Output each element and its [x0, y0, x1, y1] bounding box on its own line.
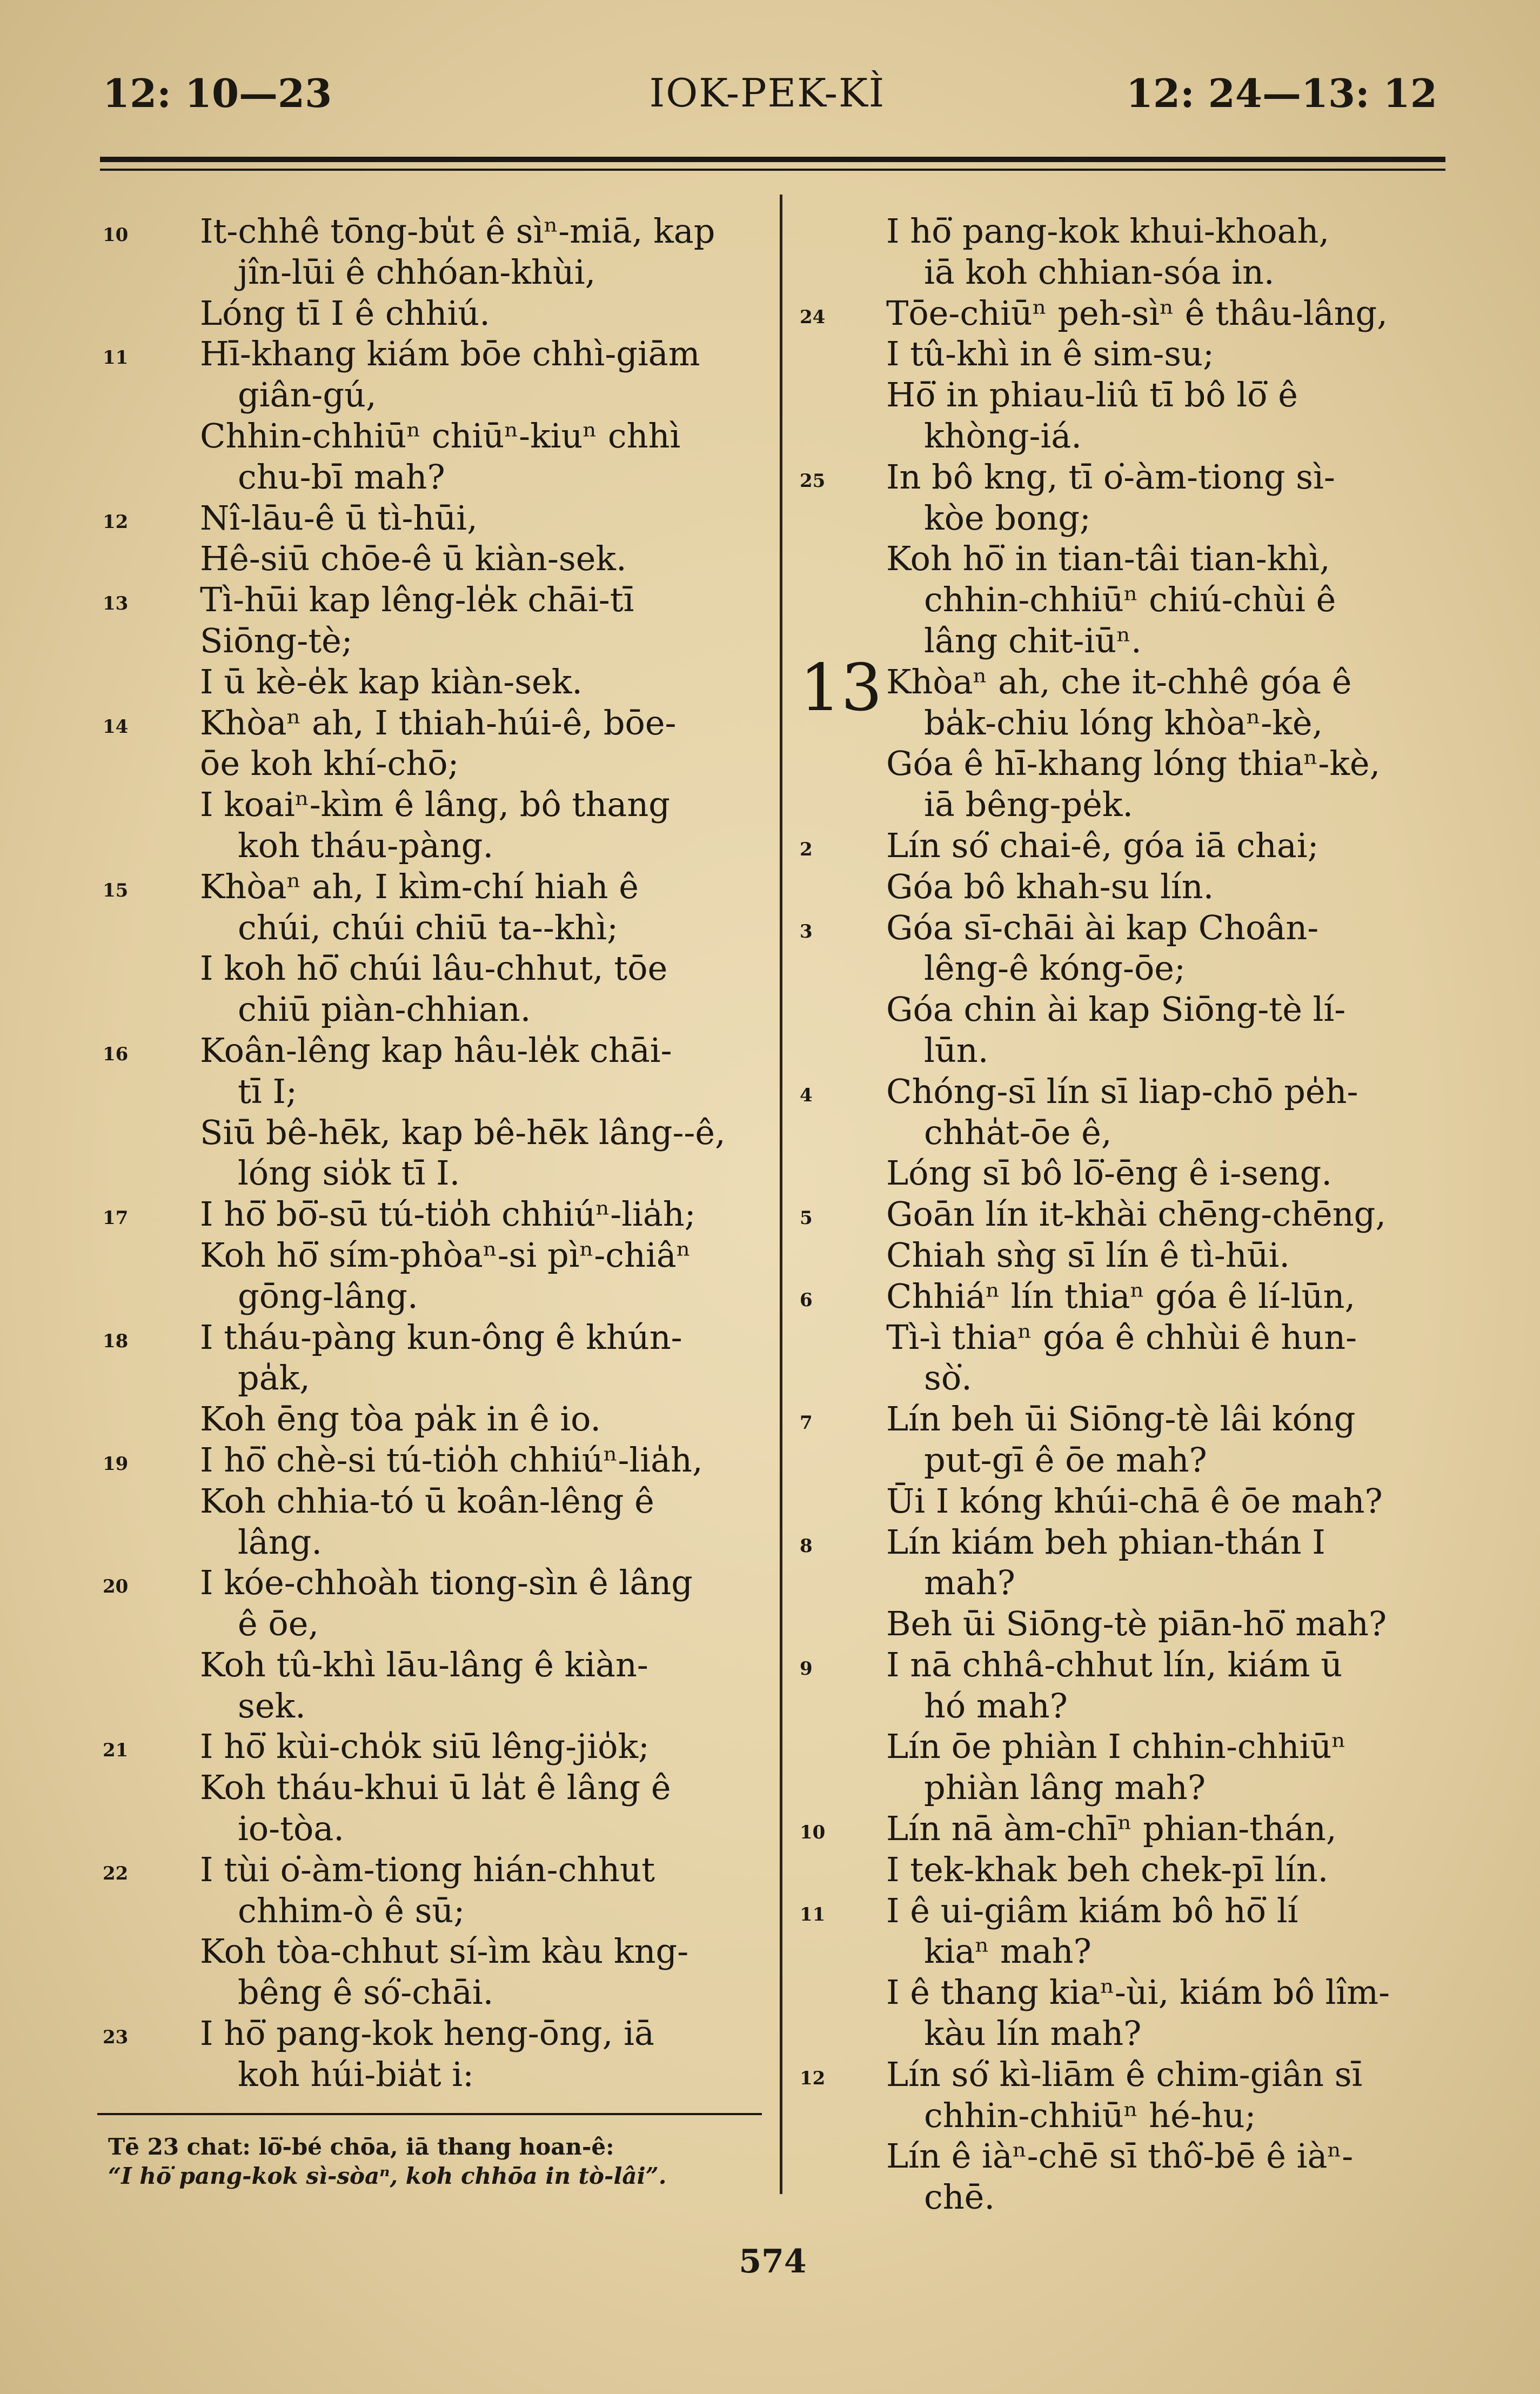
verse-line: [800, 333, 1459, 375]
verse-line: [103, 743, 756, 784]
verse-line: [800, 784, 1459, 825]
verse-line: [800, 1562, 1459, 1603]
verse-line: [103, 825, 756, 866]
verse-text: I koh hō͘ chúi lâu-chhut, tōe: [200, 948, 668, 988]
verse-line: [103, 1153, 756, 1194]
verse-line: [800, 1644, 1459, 1686]
verse-line: [800, 1235, 1459, 1276]
verse-line: [800, 1808, 1459, 1849]
verse-text: kàu lín mah?: [924, 2014, 1142, 2054]
verse-line: [103, 1194, 756, 1235]
verse-number: 10: [800, 1822, 826, 1844]
verse-number: 4: [800, 1084, 813, 1106]
verse-line: [800, 1276, 1459, 1317]
verse-line: [800, 989, 1459, 1030]
verse-line: [103, 1849, 756, 1890]
verse-text: sò͘.: [924, 1358, 972, 1398]
verse-line: [800, 1686, 1459, 1727]
verse-number: 11: [103, 347, 129, 369]
verse-text: Lóng sī bô lō͘-ēng ê i-seng.: [886, 1153, 1333, 1193]
verse-text: Lín só͘ kì-liām ê chim-giân sī: [886, 2054, 1363, 2094]
verse-number: 19: [103, 1453, 129, 1475]
right-column: [800, 211, 1459, 2218]
verse-number: 20: [103, 1576, 129, 1598]
verse-text: ōe koh khí-chō;: [200, 744, 459, 784]
verse-text: hó mah?: [924, 1686, 1068, 1726]
verse-text: pa̍k,: [238, 1358, 310, 1398]
verse-text: lâng.: [238, 1522, 323, 1562]
verse-text: I tû-khì in ê sim-su;: [886, 334, 1214, 374]
verse-text: put-gī ê ōe mah?: [924, 1440, 1207, 1480]
verse-text: Khòaⁿ ah, I kìm-chí hiah ê: [200, 866, 639, 906]
verse-line: [800, 538, 1459, 579]
verse-number: 2: [800, 838, 813, 860]
header-rule-thick: [100, 157, 1445, 162]
verse-line: [800, 2013, 1459, 2054]
verse-line: [103, 2054, 756, 2095]
verse-text: Siū bê-hēk, kap bê-hēk lâng--ê,: [200, 1112, 726, 1152]
header-left-reference: 12: 10—23: [103, 70, 332, 116]
column-divider: [780, 195, 782, 2194]
verse-text: Goān lín it-khài chēng-chēng,: [886, 1194, 1387, 1234]
verse-number: 21: [103, 1740, 129, 1762]
verse-text: Nî-lāu-ê ū tì-hūi,: [200, 498, 478, 538]
verse-line: [800, 743, 1459, 784]
verse-number: 3: [800, 920, 813, 942]
verse-line: [800, 1071, 1459, 1112]
verse-line: [800, 620, 1459, 661]
verse-text: Chóng-sī lín sī liap-chō pe̍h-: [886, 1071, 1358, 1111]
footnote-rule: [97, 2113, 762, 2115]
verse-text: lóng sio̍k tī I.: [238, 1153, 460, 1193]
verse-text: Ūi I kóng khúi-chā ê ōe mah?: [886, 1481, 1383, 1521]
verse-text: Hī-khang kiám bōe chhì-giām: [200, 334, 700, 374]
verse-line: [800, 1358, 1459, 1399]
verse-text: ba̍k-chiu lóng khòaⁿ-kè,: [924, 703, 1323, 743]
verse-text: mah?: [924, 1563, 1015, 1603]
verse-text: I koaiⁿ-kìm ê lâng, bô thang: [200, 785, 670, 825]
verse-text: I tek-khak beh chek-pī lín.: [886, 1849, 1329, 1889]
verse-text: lâng chit-iūⁿ.: [924, 620, 1142, 660]
verse-line: [103, 1112, 756, 1153]
verse-text: lêng-ê kóng-ōe;: [924, 948, 1186, 988]
footnote-line-1: Tē 23 chat: lō͘-bé chōa, iā thang hoan-ê:: [108, 2134, 614, 2160]
verse-text: I hō͘ pang-kok khui-khoah,: [886, 211, 1330, 251]
verse-text: Tì-hūi kap lêng-le̍k chāi-tī: [200, 580, 634, 620]
verse-text: Tì-ì thiaⁿ góa ê chhùi ê hun-: [886, 1317, 1357, 1357]
verse-line: [800, 2136, 1459, 2177]
verse-number: 10: [103, 224, 129, 246]
verse-text: It-chhê tōng-bu̍t ê sìⁿ-miā, kap: [200, 211, 715, 251]
verse-text: I ê thang kiaⁿ-ùi, kiám bô lîm-: [886, 1972, 1390, 2012]
verse-line: [103, 703, 756, 744]
verse-text: io-tòa.: [238, 1809, 345, 1849]
verse-line: [103, 1726, 756, 1767]
verse-line: [103, 661, 756, 703]
verse-text: Lín ê iàⁿ-chē sī thô͘-bē ê iàⁿ-: [886, 2136, 1354, 2176]
verse-text: Góa bô khah-su lín.: [886, 866, 1214, 906]
verse-number: 22: [103, 1862, 129, 1884]
verse-line: [800, 1849, 1459, 1890]
verse-line: [103, 333, 756, 375]
verse-line: [800, 2054, 1459, 2095]
verse-number: 17: [103, 1207, 129, 1229]
verse-line: [103, 211, 756, 252]
verse-text: lūn.: [924, 1030, 989, 1070]
verse-text: I hō͘ pang-kok heng-ōng, iā: [200, 2014, 654, 2054]
header-right-reference: 12: 24—13: 12: [1126, 70, 1437, 116]
verse-line: [103, 1276, 756, 1317]
verse-number: 11: [800, 1903, 826, 1925]
verse-line: [103, 1317, 756, 1358]
verse-text: chúi, chúi chiū ta--khì;: [238, 907, 619, 947]
verse-line: [103, 907, 756, 948]
verse-number: 12: [103, 511, 129, 533]
verse-number: 13: [103, 593, 129, 615]
verse-text: Lín nā àm-chīⁿ phian-thán,: [886, 1809, 1337, 1849]
verse-number: 16: [103, 1043, 129, 1065]
verse-line: [103, 1358, 756, 1399]
verse-line: [103, 1808, 756, 1849]
verse-line: [103, 1972, 756, 2013]
verse-line: [103, 1931, 756, 1972]
verse-number: 6: [800, 1289, 813, 1311]
verse-line: [103, 498, 756, 539]
verse-line: [800, 457, 1459, 498]
verse-text: Siōng-tè;: [200, 620, 353, 660]
verse-text: I hō͘ kùi-cho̍k siū lêng-jio̍k;: [200, 1727, 650, 1767]
verse-text: Góa sī-chāi ài kap Choân-: [886, 907, 1319, 947]
verse-text: Góa ê hī-khang lóng thiaⁿ-kè,: [886, 744, 1381, 784]
verse-text: ê ōe,: [238, 1604, 319, 1644]
verse-line: [103, 989, 756, 1030]
verse-line: [103, 1603, 756, 1644]
verse-line: [800, 211, 1459, 252]
verse-line: [103, 1235, 756, 1276]
verse-text: gōng-lâng.: [238, 1276, 418, 1316]
verse-number: 25: [800, 470, 826, 492]
verse-line: [103, 948, 756, 989]
verse-number: 8: [800, 1535, 813, 1557]
verse-text: I ū kè-e̍k kap kiàn-sek.: [200, 661, 582, 701]
verse-number: 5: [800, 1207, 813, 1229]
verse-line: [800, 375, 1459, 416]
verse-text: I tùi o͘-àm-tiong hián-chhut: [200, 1849, 655, 1889]
verse-number: 23: [103, 2027, 129, 2049]
verse-text: chhin-chhiūⁿ chiú-chùi ê: [924, 580, 1336, 620]
verse-text: I nā chhâ-chhut lín, kiám ū: [886, 1644, 1343, 1684]
verse-line: [103, 416, 756, 457]
verse-line: [800, 907, 1459, 948]
verse-text: Tōe-chiūⁿ peh-sìⁿ ê thâu-lâng,: [886, 293, 1388, 333]
left-column: [103, 211, 756, 2095]
verse-text: I tháu-pàng kun-ông ê khún-: [200, 1317, 682, 1357]
verse-line: [103, 1399, 756, 1440]
verse-text: sek.: [238, 1686, 306, 1726]
verse-line: [103, 1644, 756, 1686]
verse-line: [800, 1522, 1459, 1563]
verse-text: Chiah sǹg sī lín ê tì-hūi.: [886, 1235, 1290, 1275]
verse-text: Khòaⁿ ah, che it-chhê góa ê: [886, 661, 1352, 701]
verse-text: Lóng tī I ê chhiú.: [200, 293, 490, 333]
verse-number: 12: [800, 2067, 826, 2089]
verse-line: [800, 866, 1459, 907]
verse-text: Koh hō͘ in tian-tâi tian-khì,: [886, 539, 1330, 579]
verse-line: [103, 1767, 756, 1808]
verse-text: Lín só͘ chai-ê, góa iā chai;: [886, 825, 1319, 865]
verse-number: 15: [103, 879, 129, 901]
verse-line: [103, 1890, 756, 1931]
verse-line: [800, 2095, 1459, 2136]
verse-text: phiàn lâng mah?: [924, 1768, 1206, 1808]
verse-text: chiū piàn-chhian.: [238, 989, 531, 1029]
verse-line: [800, 416, 1459, 457]
verse-line: [103, 1481, 756, 1522]
verse-text: Góa chin ài kap Siōng-tè lí-: [886, 989, 1346, 1029]
verse-line: [800, 1153, 1459, 1194]
verse-line: [800, 1030, 1459, 1071]
verse-line: [103, 784, 756, 825]
verse-line: [800, 293, 1459, 334]
verse-text: khòng-iá.: [924, 416, 1082, 456]
verse-line: [800, 1726, 1459, 1767]
verse-line: [800, 1399, 1459, 1440]
verse-line: [103, 620, 756, 661]
verse-text: Koh tû-khì lāu-lâng ê kiàn-: [200, 1644, 648, 1684]
verse-line: [103, 866, 756, 907]
verse-text: Koân-lêng kap hâu-le̍k chāi-: [200, 1030, 672, 1070]
verse-text: I ê ui-giâm kiám bô hō͘ lí: [886, 1890, 1298, 1930]
verse-line: [103, 1071, 756, 1112]
verse-line: [800, 1440, 1459, 1481]
verse-text: I hō͘ bō͘-sū tú-tio̍h chhiúⁿ-lia̍h;: [200, 1194, 696, 1234]
verse-text: iā koh chhian-sóa in.: [924, 252, 1275, 292]
verse-text: chhin-chhiūⁿ hé-hu;: [924, 2095, 1256, 2135]
verse-line: [800, 1194, 1459, 1235]
verse-number: 9: [800, 1657, 813, 1680]
verse-text: Koh ēng tòa pa̍k in ê io.: [200, 1399, 601, 1439]
verse-line: [800, 498, 1459, 539]
verse-line: [800, 948, 1459, 989]
verse-line: [103, 1562, 756, 1603]
verse-text: Koh tháu-khui ū la̍t ê lâng ê: [200, 1768, 671, 1808]
verse-text: chē.: [924, 2177, 995, 2217]
verse-text: Koh tòa-chhut sí-ìm kàu kng-: [200, 1931, 689, 1971]
verse-line: [103, 457, 756, 498]
verse-text: In bô kng, tī o͘-àm-tiong sì-: [886, 457, 1335, 497]
header-rule-thin: [100, 169, 1445, 171]
page-number: 574: [739, 2243, 807, 2281]
verse-line: [103, 1522, 756, 1563]
verse-line: [800, 1603, 1459, 1644]
verse-text: Hō͘ in phiau-liû tī bô lō͘ ê: [886, 375, 1298, 415]
verse-text: Chhiáⁿ lín thiaⁿ góa ê lí-lūn,: [886, 1276, 1356, 1316]
verse-line: [103, 2013, 756, 2054]
verse-line: [800, 825, 1459, 866]
verse-text: Lín beh ūi Siōng-tè lâi kóng: [886, 1399, 1356, 1439]
verse-line: [800, 579, 1459, 620]
verse-line: [103, 252, 756, 293]
verse-number: 24: [800, 306, 826, 328]
verse-text: Koh chhia-tó ū koân-lêng ê: [200, 1481, 654, 1521]
verse-text: iā bêng-pe̍k.: [924, 785, 1134, 825]
verse-line: [800, 1890, 1459, 1931]
verse-text: Beh ūi Siōng-tè piān-hō͘ mah?: [886, 1604, 1387, 1644]
verse-line: [103, 1030, 756, 1071]
verse-text: Khòaⁿ ah, I thiah-húi-ê, bōe-: [200, 703, 677, 743]
verse-text: I hō͘ chè-si tú-tio̍h chhiúⁿ-lia̍h,: [200, 1440, 703, 1480]
verse-line: [800, 1112, 1459, 1153]
verse-text: kòe bong;: [924, 498, 1091, 538]
verse-line: [800, 1317, 1459, 1358]
verse-line: [103, 375, 756, 416]
verse-text: kiaⁿ mah?: [924, 1931, 1092, 1971]
verse-line: [103, 1686, 756, 1727]
verse-text: tī I;: [238, 1071, 297, 1111]
verse-text: jîn-lūi ê chhóan-khùi,: [238, 252, 596, 292]
footnote-line-2: “I hō͘ pang-kok sì-sòaⁿ, koh chhōa in tò-lâi”.: [108, 2163, 667, 2189]
verse-text: bêng ê só͘-chāi.: [238, 1972, 494, 2012]
verse-line: [800, 1767, 1459, 1808]
chapter-number: 13: [800, 650, 882, 726]
verse-text: I kóe-chhoàh tiong-sìn ê lâng: [200, 1563, 693, 1603]
verse-line: [800, 2177, 1459, 2218]
verse-text: Lín ōe phiàn I chhin-chhiūⁿ: [886, 1727, 1347, 1767]
verse-line: [800, 1972, 1459, 2013]
verse-line: [800, 252, 1459, 293]
verse-number: 18: [103, 1330, 129, 1352]
page-title: IOK-PEK-KÌ: [649, 70, 886, 116]
verse-text: Chhin-chhiūⁿ chiūⁿ-kiuⁿ chhì: [200, 416, 681, 456]
verse-line: [800, 1481, 1459, 1522]
verse-number: 7: [800, 1412, 813, 1434]
verse-line: [103, 579, 756, 620]
verse-line: [800, 703, 1459, 744]
verse-text: Koh hō͘ sím-phòaⁿ-si pìⁿ-chiâⁿ: [200, 1235, 691, 1275]
verse-text: koh húi-bia̍t i:: [238, 2054, 474, 2094]
verse-text: chhim-ò ê sū;: [238, 1890, 465, 1930]
verse-line: [103, 538, 756, 579]
verse-line: [103, 1440, 756, 1481]
verse-text: koh tháu-pàng.: [238, 825, 494, 865]
verse-line: [103, 293, 756, 334]
verse-text: giân-gú,: [238, 375, 377, 415]
verse-line: [800, 1931, 1459, 1972]
verse-text: Hê-siū chōe-ê ū kiàn-sek.: [200, 539, 627, 579]
verse-text: chha̍t-ōe ê,: [924, 1112, 1112, 1152]
verse-number: 14: [103, 715, 129, 738]
verse-text: chu-bī mah?: [238, 457, 445, 497]
verse-text: Lín kiám beh phian-thán I: [886, 1522, 1325, 1562]
